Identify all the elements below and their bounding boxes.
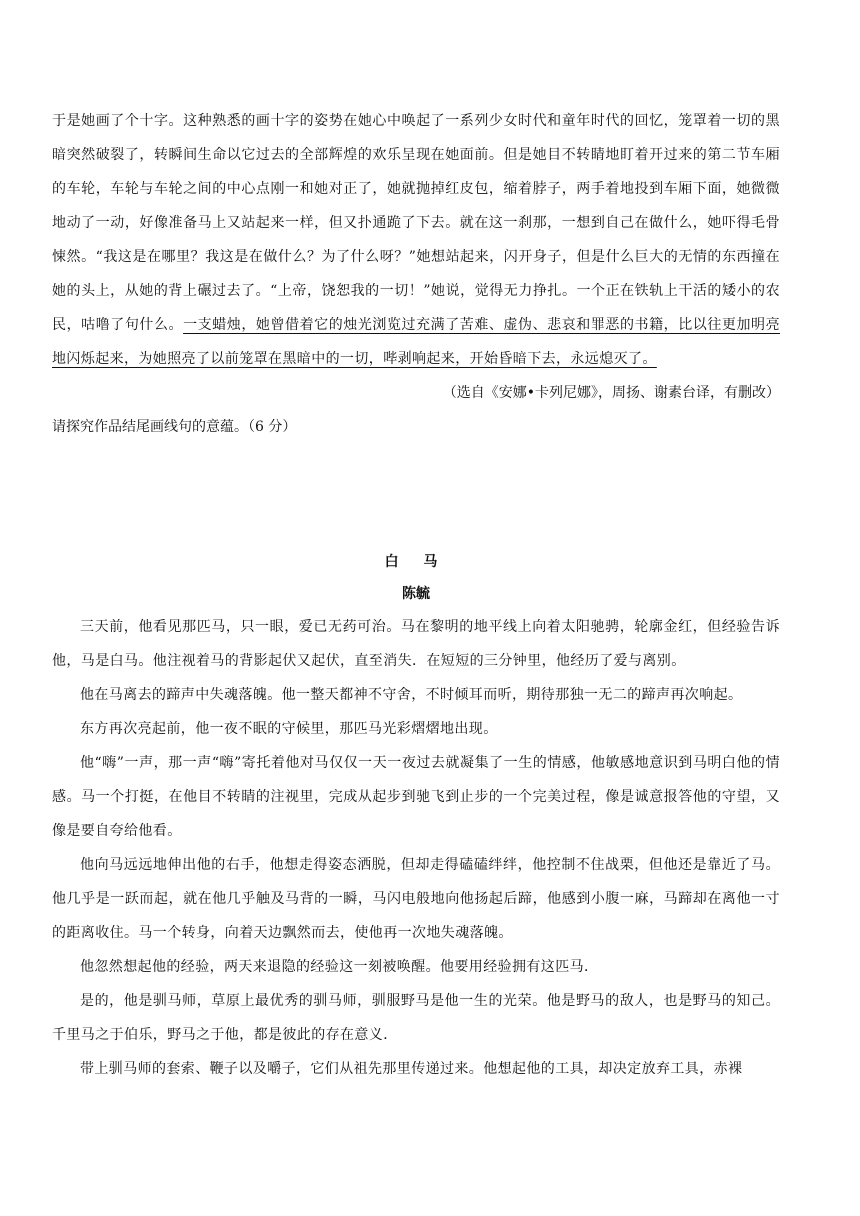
story-author: 陈毓 — [402, 586, 430, 602]
story-paragraph: 他忽然想起他的经验，两天来退隐的经验这一刻被唤醒。他要用经验拥有这匹马． — [80, 959, 599, 975]
story-paragraph: 他“嗨”一声，那一声“嗨”寄托着他对马仅仅一天一夜过去就凝集了一生的情感，他敏感地意识到马明白他的情感。马一个打挺，在他目不转睛的注视里，完成从起步到驰飞到止步的一个完美过程，像是诚意报答他的守望，又像是要自夸给他看。 — [52, 755, 780, 839]
story-title: 白 马 — [384, 554, 448, 570]
story-paragraph: 三天前，他看见那匹马，只一眼，爱已无药可治。马在黎明的地平线上向着太阳驰骋，轮廓金红，但经验告诉他，马是白马。他注视着马的背影起伏又起伏，直至消失．在短短的三分钟里，他经历了爱与离别。 — [52, 619, 780, 669]
story-paragraph: 他向马远远地伸出他的右手，他想走得姿态洒脱，但却走得磕磕绊绊，他控制不住战栗，但他还是靠近了马。他几乎是一跃而起，就在他几乎触及马背的一瞬，马闪电般地向他扬起后蹄，他感到小腹一麻，马蹄却在离他一寸的距离收住。马一个转身，向着天边飘然而去，使他再一次地失魂落魄。 — [52, 857, 780, 941]
story-paragraph: 他在马离去的蹄声中失魂落魄。他一整天都神不守舍，不时倾耳而听，期待那独一无二的蹄声再次响起。 — [80, 687, 743, 703]
section-gap — [52, 444, 780, 546]
story-paragraph: 是的，他是驯马师，草原上最优秀的驯马师，驯服野马是他一生的光荣。他是野马的敌人，也是野马的知己。千里马之于伯乐，野马之于他，都是彼此的存在意义． — [52, 993, 780, 1043]
story-paragraph: 东方再次亮起前，他一夜不眠的守候里，那匹马光彩熠熠地出现。 — [80, 721, 498, 737]
question-prompt: 请探究作品结尾画线句的意蕴。（6 分） — [52, 419, 297, 435]
underlined-sentence: 一支蜡烛，她曾借着它的烛光浏览过充满了苦难、虚伪、悲哀和罪恶的书籍，比以往更加明亮地闪烁起来，为她照亮了以前笼罩在黑暗中的一切，哔剥响起来，开始昏暗下去，永远熄灭了。 — [52, 317, 780, 367]
passage-one-text: 于是她画了个十字。这种熟悉的画十字的姿势在她心中唤起了一系列少女时代和童年时代的回忆，笼罩着一切的黑暗突然破裂了，转瞬间生命以它过去的全部辉煌的欢乐呈现在她面前。但是她目不转睛地盯着开过来的第二节车厢的车轮，车轮与车轮之间的中心点刚一和她对正了，她就抛掉红皮包，缩着脖子，两手着地投到车厢下面，她微微地动了一动，好像准备马上又站起来一样，但又扑通跪了下去。就在这一刹那，一想到自己在做什么，她吓得毛骨悚然。“我这是在哪里？我这是在做什么？为了什么呀？”她想站起来，闪开身子，但是什么巨大的无情的东西撞在她的头上，从她的背上碾过去了。“上帝，饶恕我的一切！”她说，觉得无力挣扎。一个正在铁轨上干活的矮小的农民，咕噜了句什么。 — [52, 113, 780, 333]
document-page — [52, 104, 780, 1086]
passage-one-paragraph — [52, 104, 780, 376]
story-paragraph: 带上驯马师的套索、鞭子以及嚼子，它们从祖先那里传递过来。他想起他的工具，却决定放弃工具，赤裸 — [80, 1061, 743, 1077]
source-citation: （选自《安娜•卡列尼娜》，周扬、谢素台译，有删改） — [442, 385, 780, 401]
